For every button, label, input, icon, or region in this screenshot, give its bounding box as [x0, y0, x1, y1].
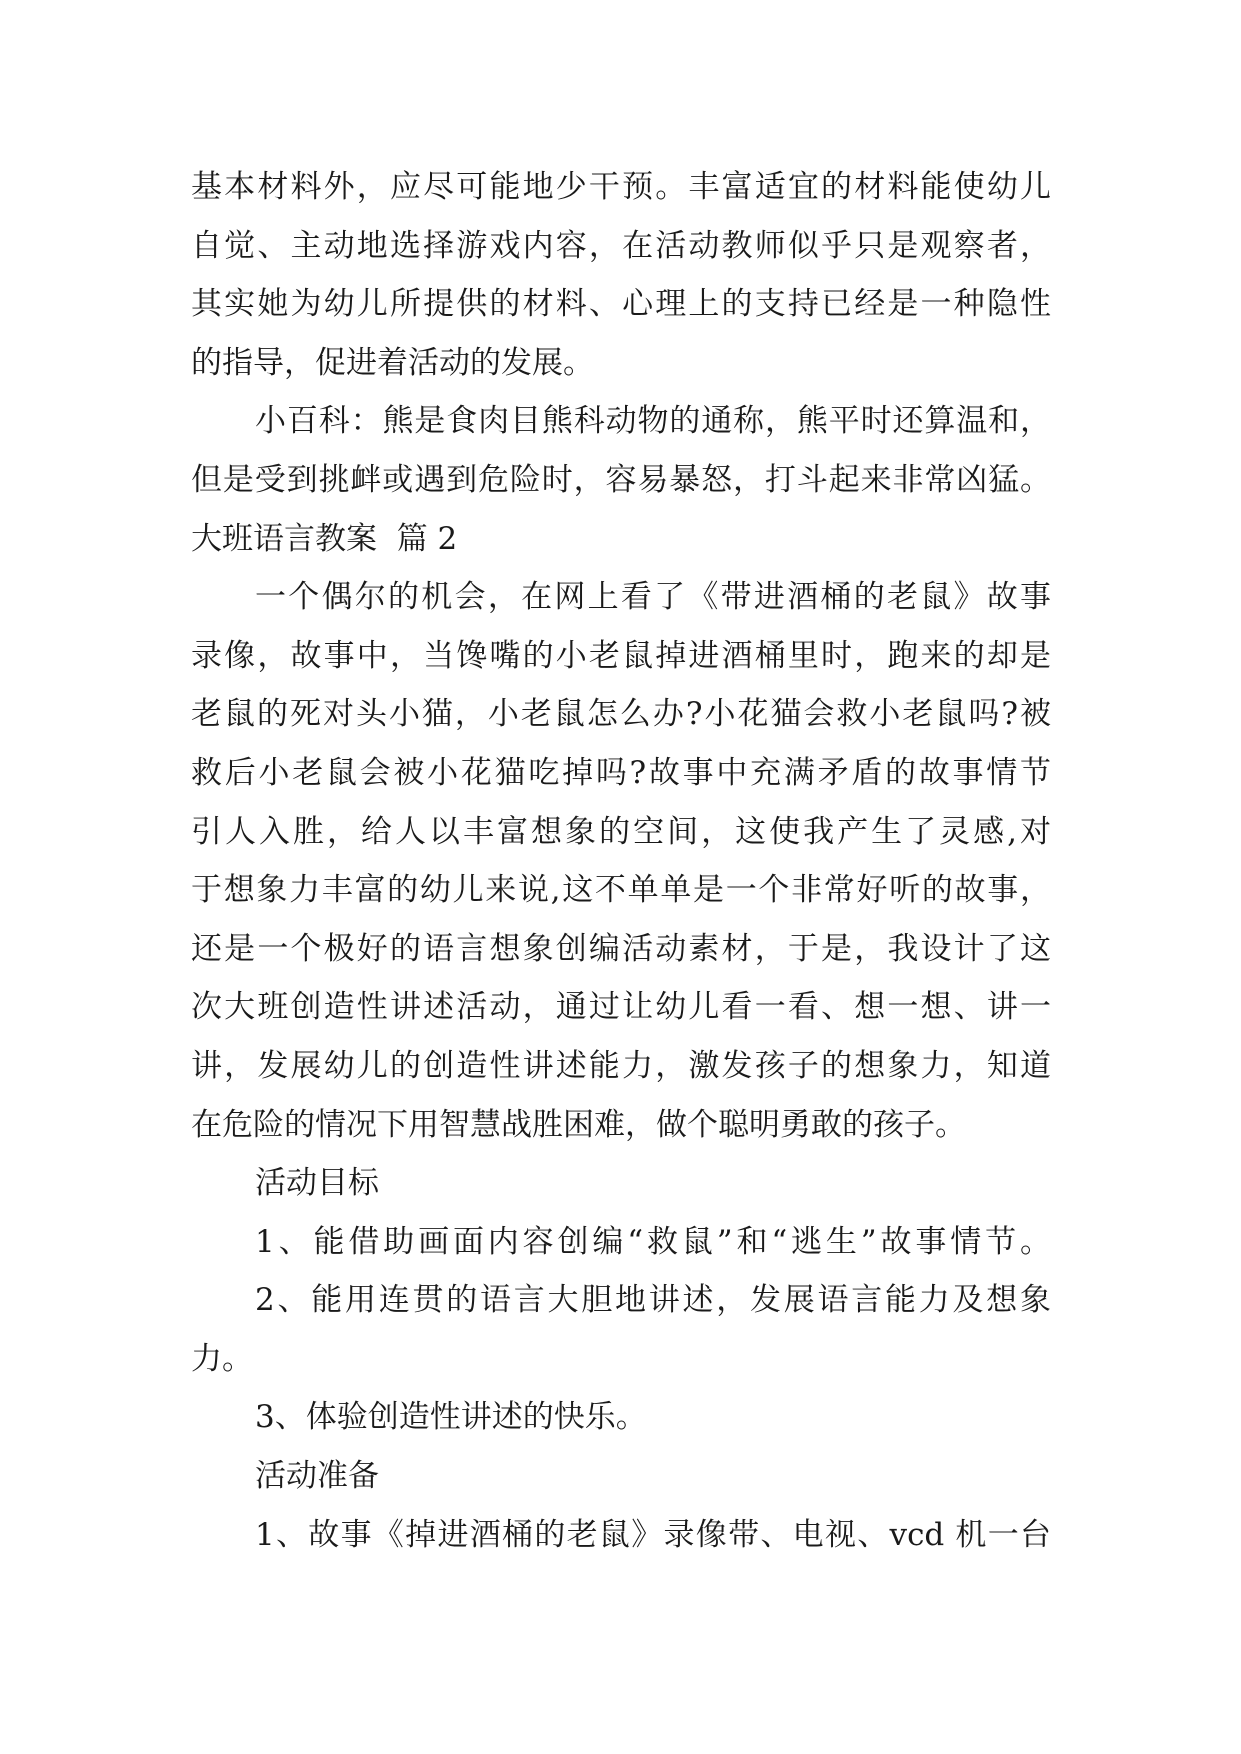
- text-line: 但是受到挑衅或遇到危险时，容易暴怒，打斗起来非常凶猛。: [191, 461, 1051, 498]
- text-line: 还是一个极好的语言想象创编活动素材，于是，我设计了这: [191, 930, 1051, 967]
- text-line: 一个偶尔的机会，在网上看了《带进酒桶的老鼠》故事: [255, 579, 1051, 616]
- text-line: 力。: [191, 1340, 253, 1377]
- list-item: 3、体验创造性讲述的快乐。: [255, 1399, 647, 1436]
- list-item: 2、能用连贯的语言大胆地讲述，发展语言能力及想象: [255, 1282, 1051, 1319]
- text-line: 基本材料外，应尽可能地少干预。丰富适宜的材料能使幼儿: [191, 169, 1051, 205]
- text-line: 录像，故事中，当馋嘴的小老鼠掉进酒桶里时，跑来的却是: [191, 637, 1051, 674]
- text-line: 救后小老鼠会被小花猫吃掉吗?故事中充满矛盾的故事情节: [191, 754, 1051, 791]
- text-line: 自觉、主动地选择游戏内容，在活动教师似乎只是观察者，: [191, 227, 1051, 264]
- text-line: 老鼠的死对头小猫，小老鼠怎么办?小花猫会救小老鼠吗?被: [191, 696, 1051, 733]
- section-heading: 大班语言教案 篇 2: [191, 520, 458, 557]
- text-line: 引人入胜，给人以丰富想象的空间，这使我产生了灵感,对: [191, 813, 1051, 850]
- text-line: 在危险的情况下用智慧战胜困难，做个聪明勇敢的孩子。: [191, 1106, 966, 1143]
- list-item: 1、故事《掉进酒桶的老鼠》录像带、电视、vcd 机一台: [255, 1516, 1051, 1553]
- subheading-activity-prep: 活动准备: [255, 1458, 379, 1495]
- text-line: 其实她为幼儿所提供的材料、心理上的支持已经是一种隐性: [191, 286, 1051, 323]
- text-line: 次大班创造性讲述活动，通过让幼儿看一看、想一想、讲一: [191, 989, 1051, 1026]
- text-line: 于想象力丰富的幼儿来说,这不单单是一个非常好听的故事，: [191, 872, 1051, 909]
- subheading-activity-goals: 活动目标: [255, 1165, 379, 1202]
- list-item: 1、能借助画面内容创编“救鼠”和“逃生”故事情节。: [255, 1223, 1051, 1260]
- text-line: 讲，发展幼儿的创造性讲述能力，激发孩子的想象力，知道: [191, 1047, 1051, 1084]
- document-body: [191, 158, 1051, 1564]
- text-line: 的指导，促进着活动的发展。: [191, 344, 594, 381]
- text-line: 小百科：熊是食肉目熊科动物的通称，熊平时还算温和，: [255, 403, 1051, 440]
